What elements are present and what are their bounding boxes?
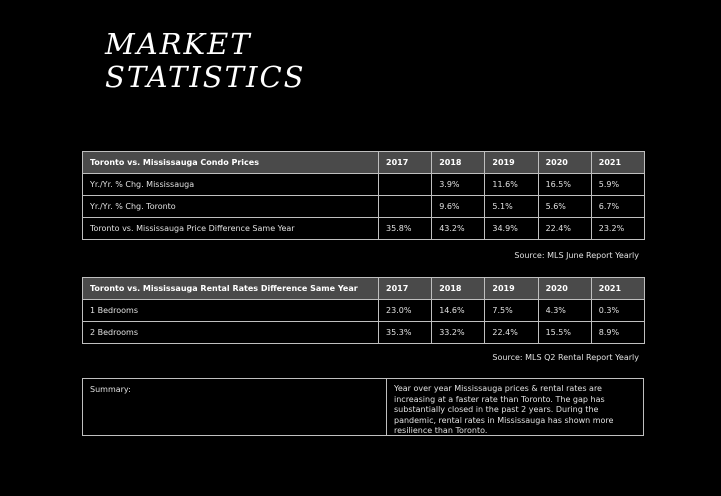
table-header-row [83, 278, 645, 300]
row-label: Yr./Yr. % Chg. Mississauga [83, 174, 379, 196]
summary-text: Year over year Mississauga prices & rental rates are increasing at a faster rate than Toronto. The gap has substantially closed in the past 2 years. During the pandemic, rental rates in Mississauga has shown more resilience than Toronto. [394, 384, 614, 435]
table-cell: 9.6% [432, 196, 485, 218]
column-header: 2021 [591, 152, 644, 174]
column-header: 2018 [432, 278, 485, 300]
page-title-line-2: STATISTICS [105, 60, 306, 94]
table-cell: 23.2% [591, 218, 644, 240]
table-row [83, 300, 645, 322]
table-cell: 22.4% [538, 218, 591, 240]
row-label: 1 Bedrooms [83, 300, 379, 322]
table-cell: 16.5% [538, 174, 591, 196]
summary-label: Summary: [83, 379, 387, 435]
table-cell: 5.9% [591, 174, 644, 196]
table-cell: 7.5% [485, 300, 538, 322]
condo-prices-table [82, 151, 645, 240]
table-cell: 22.4% [485, 322, 538, 344]
column-header: 2017 [379, 278, 432, 300]
table-cell [379, 174, 432, 196]
table-cell: 23.0% [379, 300, 432, 322]
table-row [83, 322, 645, 344]
column-header: 2017 [379, 152, 432, 174]
row-label: Yr./Yr. % Chg. Toronto [83, 196, 379, 218]
table-cell: 6.7% [591, 196, 644, 218]
table-cell: 33.2% [432, 322, 485, 344]
table-cell: 43.2% [432, 218, 485, 240]
column-header: Toronto vs. Mississauga Rental Rates Difference Same Year [83, 278, 379, 300]
column-header: 2020 [538, 152, 591, 174]
condo-source-note: Source: MLS June Report Yearly [514, 251, 639, 260]
column-header: 2019 [485, 278, 538, 300]
table-cell: 14.6% [432, 300, 485, 322]
table-cell: 34.9% [485, 218, 538, 240]
table-row [83, 196, 645, 218]
table-cell: 11.6% [485, 174, 538, 196]
column-header: Toronto vs. Mississauga Condo Prices [83, 152, 379, 174]
rental-rates-table [82, 277, 645, 344]
summary-box [82, 378, 644, 436]
rental-source-note: Source: MLS Q2 Rental Report Yearly [492, 353, 639, 362]
row-label: 2 Bedrooms [83, 322, 379, 344]
row-label: Toronto vs. Mississauga Price Difference Same Year [83, 218, 379, 240]
table-cell: 5.1% [485, 196, 538, 218]
column-header: 2020 [538, 278, 591, 300]
table-cell [379, 196, 432, 218]
table-cell: 3.9% [432, 174, 485, 196]
table-header-row [83, 152, 645, 174]
table-cell: 5.6% [538, 196, 591, 218]
table-cell: 15.5% [538, 322, 591, 344]
column-header: 2021 [591, 278, 644, 300]
page-title-line-1: MARKET [105, 27, 252, 61]
table-cell: 35.8% [379, 218, 432, 240]
table-cell: 35.3% [379, 322, 432, 344]
page-title [105, 28, 306, 94]
column-header: 2019 [485, 152, 538, 174]
table-row [83, 218, 645, 240]
table-cell: 8.9% [591, 322, 644, 344]
table-cell: 0.3% [591, 300, 644, 322]
column-header: 2018 [432, 152, 485, 174]
table-row [83, 174, 645, 196]
table-cell: 4.3% [538, 300, 591, 322]
